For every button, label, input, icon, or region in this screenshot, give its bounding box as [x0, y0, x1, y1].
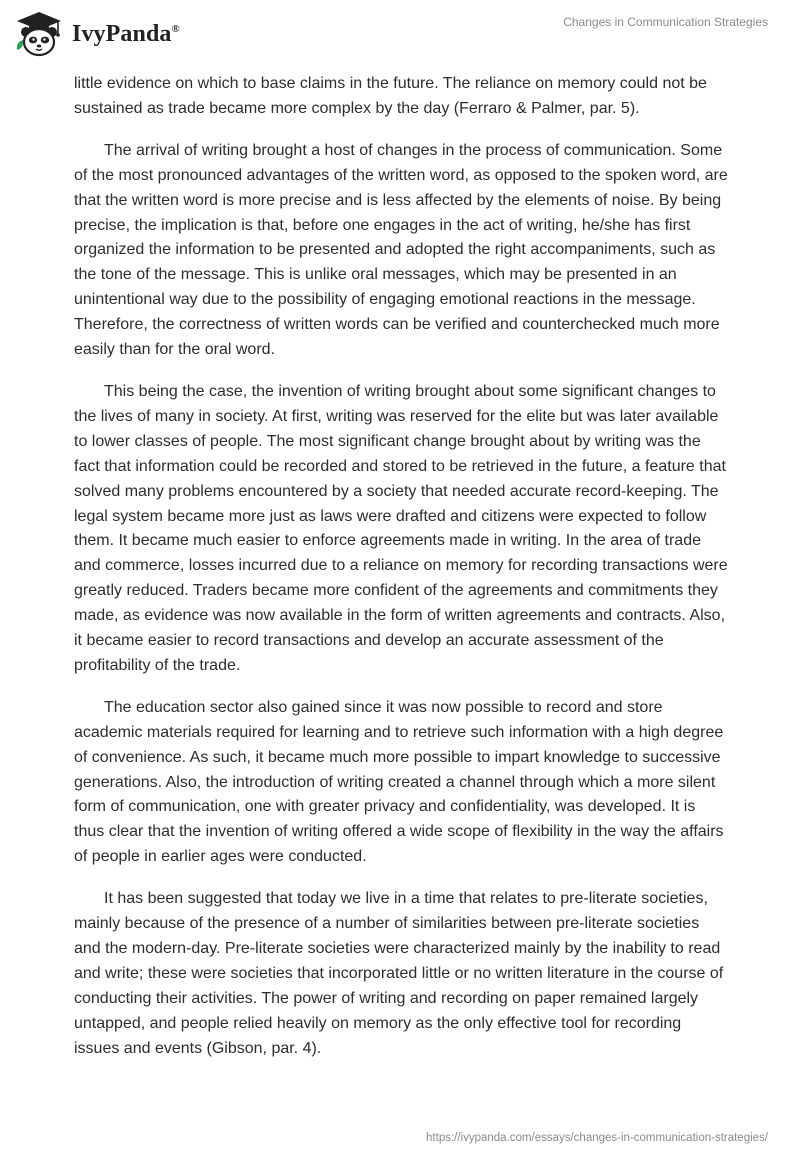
- brand-name: IvyPanda®: [72, 20, 180, 47]
- page-header: [0, 0, 800, 70]
- brand-logo[interactable]: [14, 10, 180, 58]
- document-title: Changes in Communication Strategies: [563, 15, 768, 29]
- paragraph-3: This being the case, the invention of writing brought about some significant changes to the lives of many in society. At first, writing was reserved for the elite but was later available to lower classes of people. The most significant change brought about by writing was the fact that information could be recorded and stored to be retrieved in the future, a feature that solved many problems encountered by a society that needed accurate record-keeping. The legal system became more just as laws were drafted and citizens were expected to follow them. It became much easier to enforce agreements made in writing. In the area of trade and commerce, losses incurred due to a reliance on memory for recording transactions were greatly reduced. Traders became more confident of the agreements and commitments they made, as evidence was now available in the form of written agreements and contracts. Also, it became easier to record transactions and develop an accurate assessment of the profitability of the trade.: [74, 382, 728, 674]
- source-url[interactable]: https://ivypanda.com/essays/changes-in-communication-strategies/: [426, 1132, 768, 1144]
- paragraph-4: The education sector also gained since it was now possible to record and store academic materials required for learning and to retrieve such information with a high degree of convenience. As such, it became much more possible to impart knowledge to successive generations. Also, the introduction of writing created a channel through which a more silent form of communication, one with greater privacy and confidentiality, was developed. It is thus clear that the invention of writing offered a wide scope of flexibility in the way the affairs of people in earlier ages were conducted.: [74, 698, 724, 866]
- registered-mark: ®: [171, 22, 180, 35]
- panda-graduation-cap-icon: [14, 10, 64, 58]
- paragraph-2: The arrival of writing brought a host of changes in the process of communication. Some of the most pronounced advantages of the written word, as opposed to the spoken word, are that the written word is more precise and is less affected by the elements of noise. By being precise, the implication is that, before one engages in the act of writing, he/she has first organized the information to be presented and adopted the right accompaniments, such as the tone of the message. This is unlike oral messages, which may be presented in an unintentional way due to the possibility of engaging emotional reactions in the message. Therefore, the correctness of written words can be verified and counterchecked much more easily than for the oral word.: [74, 141, 728, 359]
- paragraph-1: little evidence on which to base claims in the future. The reliance on memory could not be sustained as trade became more complex by the day (Ferraro & Palmer, par. 5).: [74, 75, 707, 117]
- essay-body: [74, 72, 730, 1079]
- paragraph-5: It has been suggested that today we live in a time that relates to pre-literate societies, mainly because of the presence of a number of similarities between pre-literate societies and the modern-day. Pre-literate societies were characterized mainly by the inability to read and write; these were societies that incorporated little or no written literature in the course of conducting their activities. The power of writing and recording on paper remained largely untapped, and people relied heavily on memory as the only effective tool for recording issues and events (Gibson, par. 4).: [74, 890, 724, 1057]
